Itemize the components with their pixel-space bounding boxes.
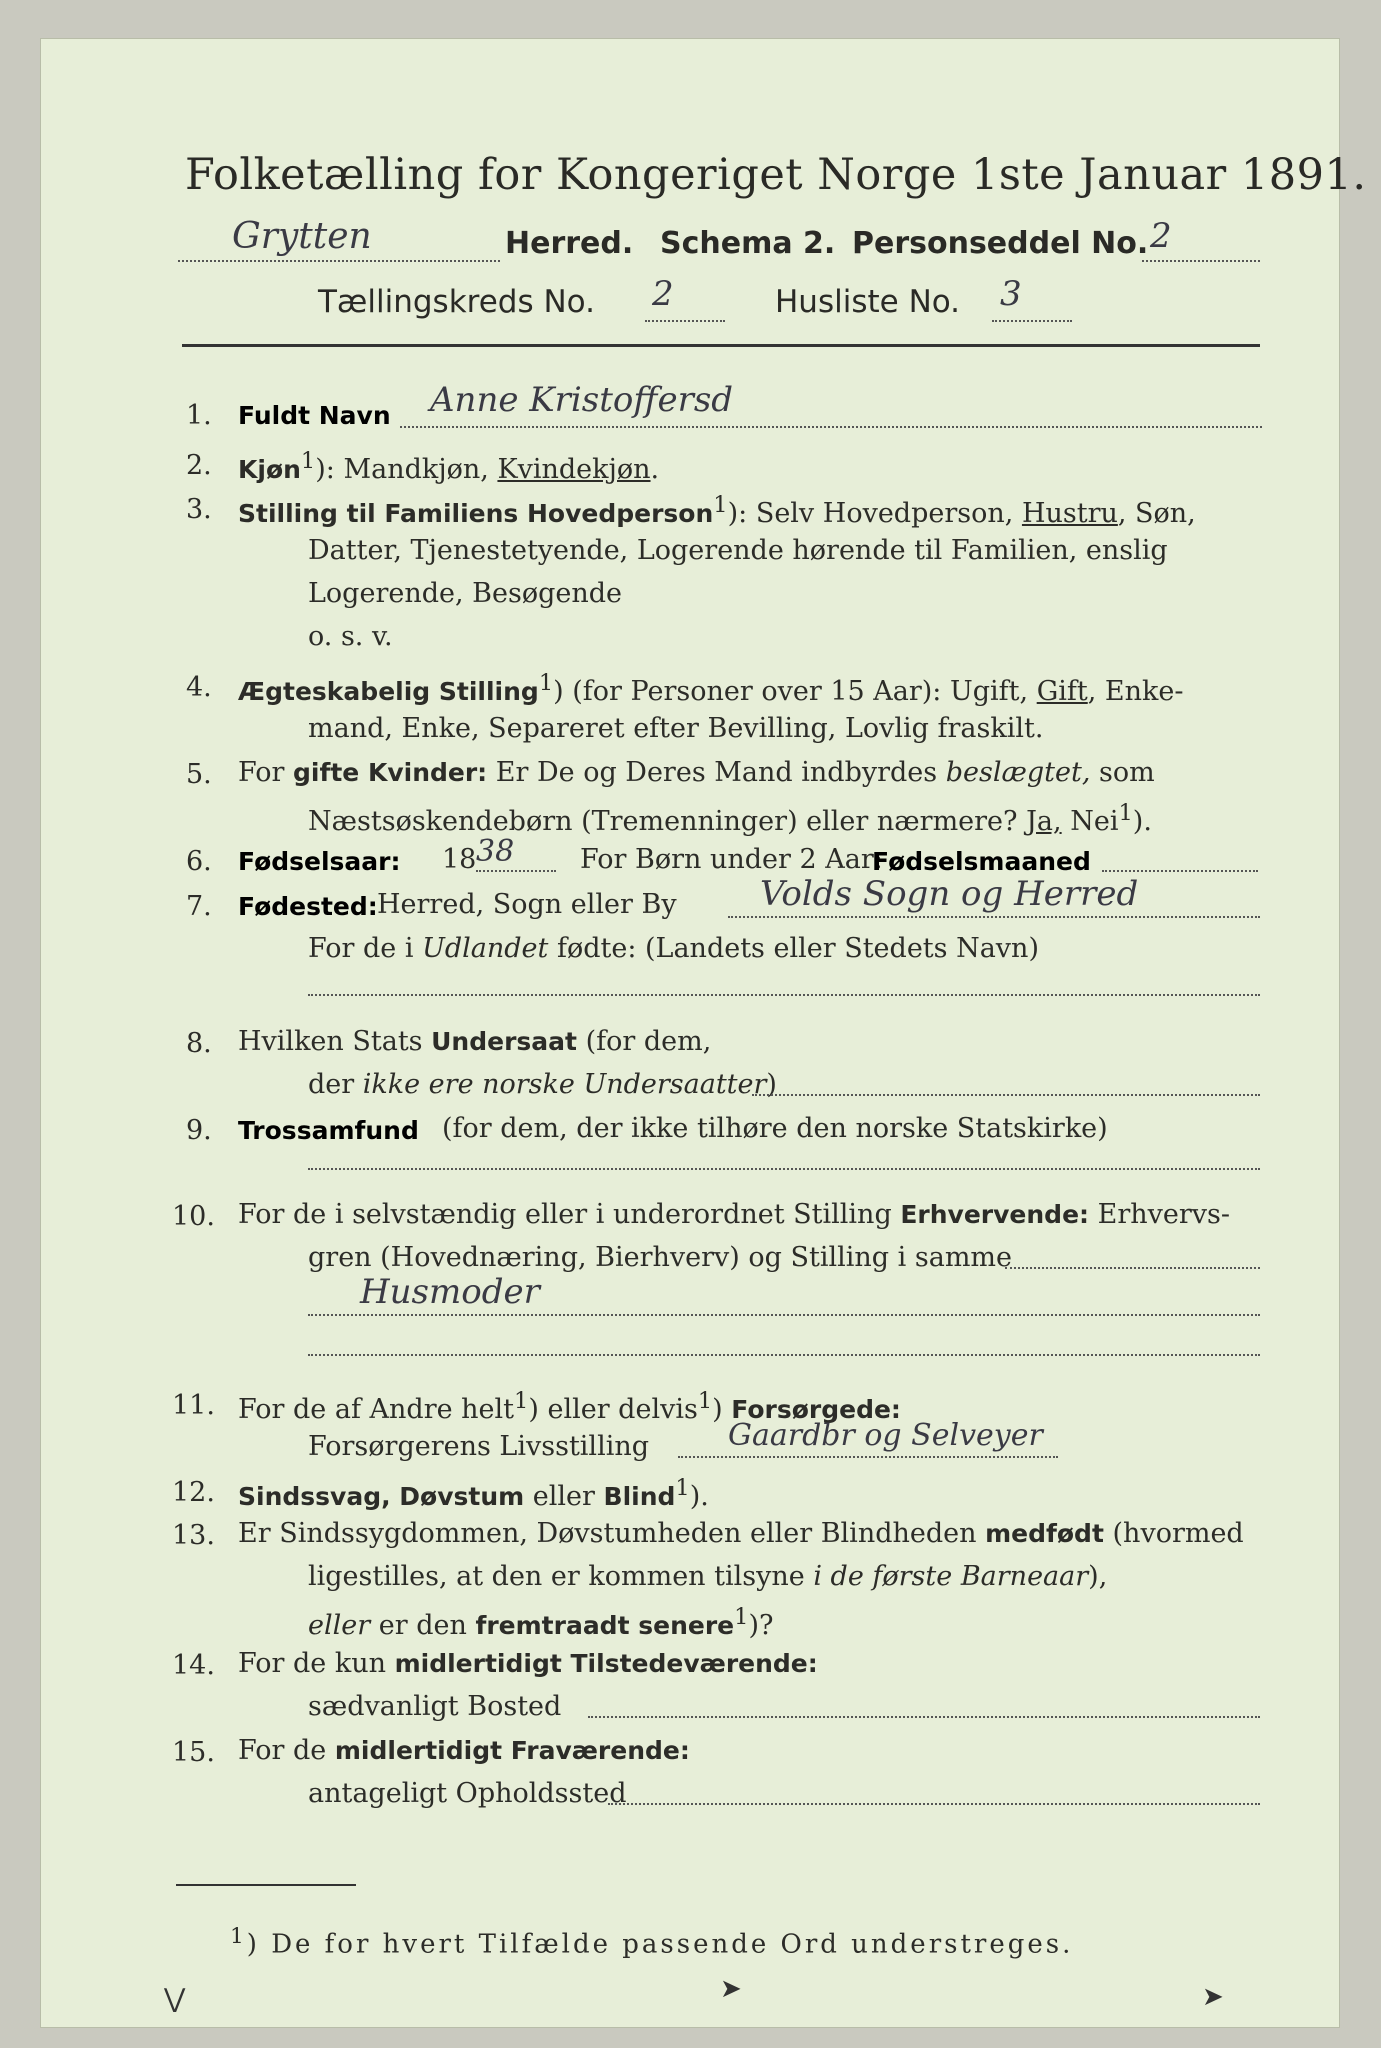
registration-mark-left: ⋁	[164, 1984, 186, 2014]
q10-blank-line	[308, 1354, 1260, 1356]
item-number: 4.	[186, 672, 212, 703]
q10-bold: Erhvervende:	[900, 1200, 1090, 1229]
footnote-ref: 1	[538, 670, 554, 696]
q5-selected: Ja,	[1026, 806, 1062, 837]
q8-dotted-line	[752, 1094, 1260, 1096]
q10-pre: For de i selvstændig eller i underordnet Stilling	[238, 1199, 892, 1230]
q12-text	[238, 1477, 709, 1510]
personseddel-label: Personseddel No.	[852, 226, 1149, 261]
q7-value: Volds Sogn og Herred	[760, 874, 1139, 914]
q5-line2-text: Næstsøskendebørn (Tremenninger) eller nærmere?	[308, 806, 1018, 837]
q12-label: Sindssvag, Døvstum	[238, 1482, 525, 1511]
q10-end: Erhvervs-	[1097, 1199, 1231, 1230]
q11-mid: ) eller delvis	[528, 1394, 698, 1425]
q7-line2	[308, 935, 1039, 962]
q13-line2-end: ),	[1088, 1561, 1108, 1592]
q5-pre: For	[238, 757, 285, 788]
q4-rest: ) (for Personer over 15 Aar): Ugift,	[553, 676, 1029, 707]
q15-dotted-line	[608, 1803, 1260, 1805]
q3-selected: Hustru	[1021, 498, 1118, 529]
footnote-ref: 1	[734, 1604, 749, 1630]
registration-mark-right: ➤	[1202, 1982, 1224, 2012]
q3-line4: o. s. v.	[308, 621, 393, 652]
footnote-ref: 1	[1118, 800, 1133, 826]
personseddel-dotted-line	[1142, 260, 1260, 262]
footnote-ref: 1	[697, 1388, 713, 1414]
herred-dotted-line	[178, 260, 500, 262]
q14-dotted-line	[588, 1716, 1260, 1718]
q8-line2-pre: der	[308, 1069, 355, 1100]
item-number: 14.	[172, 1650, 215, 1681]
herred-value: Grytten	[232, 216, 372, 257]
q15-line2: antageligt Opholdssted	[308, 1778, 627, 1809]
husliste-value: 3	[1000, 274, 1022, 314]
q14-pre: For de kun	[238, 1648, 386, 1679]
footnote-ref: 1	[713, 492, 728, 518]
husliste-label: Husliste No.	[775, 284, 961, 320]
footnote	[230, 1924, 1073, 1960]
q13-line2	[308, 1563, 1107, 1590]
taellingskreds-value: 2	[652, 274, 674, 314]
q7-rest: Herred, Sogn eller By	[377, 889, 677, 920]
q5-end: som	[1099, 757, 1155, 788]
q14-line1	[238, 1650, 818, 1677]
q5-line1	[238, 759, 1155, 786]
q10-line2: gren (Hovednæring, Bierhverv) og Stilling i samme	[308, 1242, 1013, 1273]
q2-selected: Kvindekjøn	[497, 454, 651, 485]
q15-bold: midlertidigt Fraværende:	[334, 1736, 690, 1765]
q2-end: .	[650, 454, 660, 485]
item-number: 5.	[186, 759, 212, 790]
q2-rest: ): Mandkjøn,	[315, 454, 489, 485]
header-rule	[182, 344, 1260, 347]
q13-line2-italic: i de første Barneaar	[813, 1561, 1089, 1592]
item-number: 10.	[172, 1201, 215, 1232]
q9-label: Trossamfund	[238, 1116, 419, 1145]
q5-label: gifte Kvinder:	[293, 758, 488, 787]
q3-rest: ): Selv Hovedperson,	[727, 498, 1014, 529]
taellingskreds-dotted-line	[645, 320, 725, 322]
footnote-rule	[176, 1884, 356, 1886]
item-number: 8.	[186, 1028, 212, 1059]
item-number: 1.	[186, 400, 212, 431]
taellingskreds-label: Tællingskreds No.	[318, 284, 595, 320]
q11-line1: For de af Andre helt$^1$) eller delvis$^1$) Forsørgede:	[238, 1388, 901, 1425]
q10-value: Husmoder	[360, 1272, 540, 1312]
q8-line2	[308, 1071, 777, 1098]
herred-label: Herred.	[505, 226, 634, 261]
q6-month-dotted-line	[1102, 870, 1258, 872]
footnote-text: ) De for hvert Tilfælde passende Ord understreges.	[246, 1929, 1074, 1960]
q11-value: Gaardbr og Selveyer	[728, 1418, 1043, 1453]
footnote-ref: 1	[230, 1924, 247, 1949]
q7-dotted-line	[728, 916, 1260, 918]
q10-line1	[238, 1201, 1230, 1228]
q13-line3-bold: fremtraadt senere	[475, 1611, 735, 1640]
q6-dotted-line	[476, 870, 556, 872]
q7-line2-rest: fødte: (Landets eller Stedets Navn)	[556, 933, 1039, 964]
item-number: 9.	[186, 1115, 212, 1146]
q2-label: Kjøn	[238, 455, 301, 484]
q11-dotted-line	[678, 1456, 1058, 1458]
footnote-ref: 1	[675, 1475, 690, 1501]
footnote-ref: 1	[300, 448, 316, 474]
q13-line3-mid: er den	[378, 1610, 467, 1641]
q5-close: ).	[1132, 806, 1152, 837]
q5-line2	[308, 802, 1152, 835]
q13-line3-italic: eller	[308, 1610, 371, 1641]
q7-blank-line	[308, 994, 1260, 996]
item-number: 6.	[186, 846, 212, 877]
personseddel-value: 2	[1150, 216, 1172, 256]
q11-line2: Forsørgerens Livsstilling	[308, 1431, 650, 1462]
q13-end: (hvormed	[1112, 1518, 1244, 1549]
q11-pre: For de af Andre helt	[238, 1394, 515, 1425]
form-title: Folketælling for Kongeriget Norge 1ste Januar 1891.	[185, 150, 1367, 200]
q1-value: Anne Kristoffersd	[430, 380, 734, 420]
q13-line3-end: )?	[748, 1610, 774, 1641]
q4-line2: mand, Enke, Separeret efter Bevilling, Lovlig fraskilt.	[308, 713, 1044, 744]
q3-label: Stilling til Familiens Hovedperson	[238, 499, 714, 528]
item-number: 15.	[172, 1737, 215, 1768]
q9-blank-line	[308, 1168, 1260, 1170]
q5-nei: Nei	[1070, 806, 1119, 837]
q6-born-bold: Fødselsmaaned	[872, 847, 1091, 876]
q15-line1	[238, 1737, 690, 1764]
q15-pre: For de	[238, 1735, 327, 1766]
q14-line2: sædvanligt Bosted	[308, 1691, 562, 1722]
q2-text	[238, 450, 659, 483]
q10-dotted-line	[1005, 1267, 1260, 1269]
q11-bold: Forsørgede:	[731, 1395, 901, 1424]
q12-label2: Blind	[603, 1482, 676, 1511]
item-number: 2.	[186, 450, 212, 481]
registration-mark-center: ➤	[720, 1974, 742, 2004]
item-number: 11.	[172, 1390, 215, 1421]
q3-line2: Datter, Tjenestetyende, Logerende hørende til Familien, enslig	[308, 535, 1168, 566]
q13-bold: medfødt	[985, 1519, 1104, 1548]
q13-line1	[238, 1520, 1244, 1547]
q3-end: , Søn,	[1117, 498, 1196, 529]
q8-line2-italic: ikke ere norske Undersaatter	[362, 1069, 767, 1100]
q4-line1	[238, 672, 1183, 705]
q6-born-label: For Børn under 2 Aar:	[580, 844, 883, 875]
q4-end: , Enke-	[1087, 676, 1184, 707]
item-number: 7.	[186, 891, 212, 922]
footnote-ref: 1	[514, 1388, 529, 1414]
q4-label: Ægteskabelig Stilling	[238, 677, 539, 706]
q3-line3: Logerende, Besøgende	[308, 578, 622, 609]
q8-pre: Hvilken Stats	[238, 1026, 423, 1057]
q14-bold: midlertidigt Tilstedeværende:	[394, 1649, 818, 1678]
q13-line3	[308, 1606, 773, 1639]
q8-line1	[238, 1028, 711, 1055]
q8-line2-end: )	[766, 1069, 777, 1100]
q3-line1	[238, 494, 1196, 527]
q13-line2-pre: ligestilles, at den er kommen tilsyne	[308, 1561, 805, 1592]
schema-label: Schema 2.	[660, 226, 836, 261]
q5-rest: Er De og Deres Mand indbyrdes	[495, 757, 938, 788]
q10-value-line	[308, 1314, 1260, 1316]
q6-prefix: 18	[442, 844, 477, 875]
q1-dotted-line	[400, 426, 1262, 428]
q4-selected: Gift	[1036, 676, 1088, 707]
q7-label: Fødested:	[238, 892, 378, 921]
q7-line2-italic: Udlandet	[422, 933, 549, 964]
q9-rest: (for dem, der ikke tilhøre den norske Statskirke)	[442, 1113, 1108, 1144]
q1-label: Fuldt Navn	[238, 401, 391, 430]
item-number: 12.	[172, 1477, 215, 1508]
item-number: 3.	[186, 494, 212, 525]
q6-value: 38	[476, 834, 515, 869]
q7-line2-pre: For de i	[308, 933, 414, 964]
census-form	[40, 38, 1367, 2028]
q12-mid: eller	[532, 1481, 595, 1512]
q8-rest: (for dem,	[585, 1026, 712, 1057]
q8-bold: Undersaat	[431, 1027, 577, 1056]
q12-end: ).	[689, 1481, 709, 1512]
q6-label: Fødselsaar:	[238, 847, 401, 876]
husliste-dotted-line	[992, 320, 1072, 322]
item-number: 13.	[172, 1520, 215, 1551]
q5-italic: beslægtet,	[945, 757, 1091, 788]
q13-pre: Er Sindssygdommen, Døvstumheden eller Blindheden	[238, 1518, 977, 1549]
